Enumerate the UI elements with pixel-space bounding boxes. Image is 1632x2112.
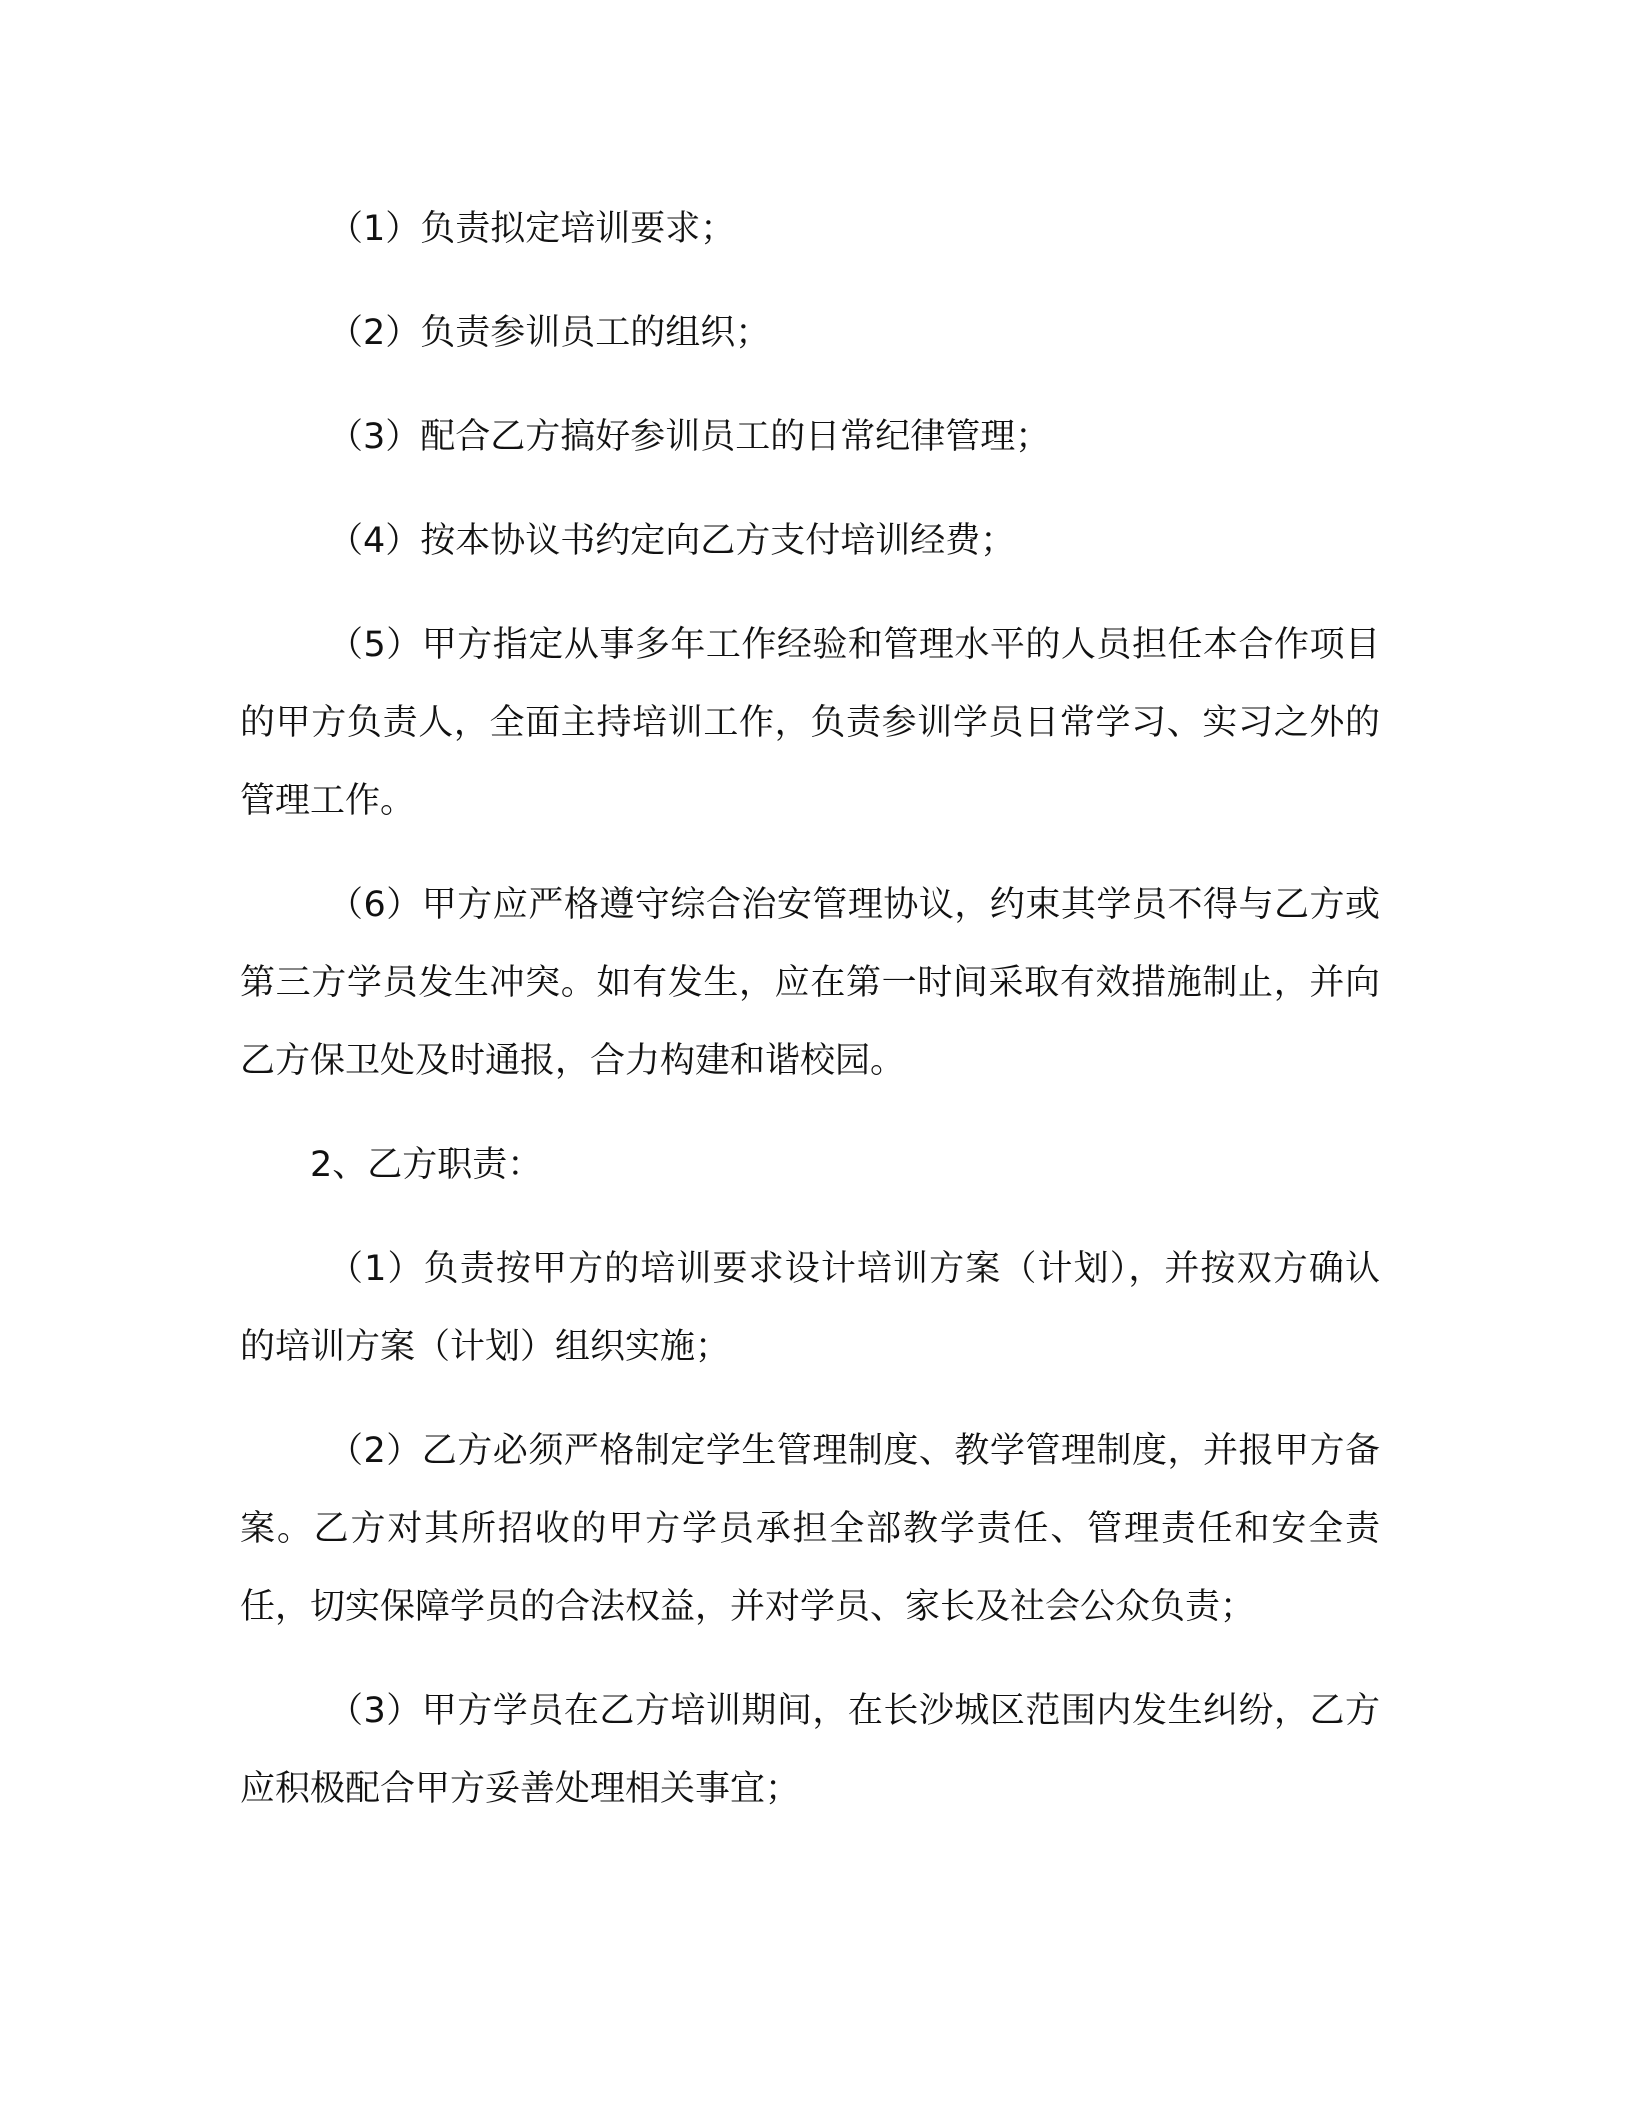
paragraph-party-b-duty-3: （3）甲方学员在乙方培训期间，在长沙城区范围内发生纠纷，乙方应积极配合甲方妥善处理相关事宜；: [240, 1691, 1380, 1809]
document-body: [240, 190, 1380, 1854]
paragraph-party-a-duty-3: （3）配合乙方搞好参训员工的日常纪律管理；: [328, 417, 1051, 457]
paragraph-party-a-duty-6: （6）甲方应严格遵守综合治安管理协议，约束其学员不得与乙方或第三方学员发生冲突。如有发生，应在第一时间采取有效措施制止，并向乙方保卫处及时通报，合力构建和谐校园。: [240, 885, 1380, 1081]
paragraph-party-a-duty-1: （1）负责拟定培训要求；: [328, 209, 736, 249]
paragraph-party-a-duty-4: （4）按本协议书约定向乙方支付培训经费；: [328, 521, 1016, 561]
paragraph-party-a-duty-5: （5）甲方指定从事多年工作经验和管理水平的人员担任本合作项目的甲方负责人，全面主持培训工作，负责参训学员日常学习、实习之外的管理工作。: [240, 625, 1380, 821]
paragraph-party-b-duty-2: （2）乙方必须严格制定学生管理制度、教学管理制度，并报甲方备案。乙方对其所招收的甲方学员承担全部教学责任、管理责任和安全责任，切实保障学员的合法权益，并对学员、家长及社会公众负责；: [240, 1431, 1380, 1627]
paragraph-party-a-duty-2: （2）负责参训员工的组织；: [328, 313, 771, 353]
paragraph-party-b-duty-1: （1）负责按甲方的培训要求设计培训方案（计划），并按双方确认的培训方案（计划）组织实施；: [240, 1249, 1380, 1367]
section-heading-party-b: 2、乙方职责：: [310, 1145, 543, 1185]
